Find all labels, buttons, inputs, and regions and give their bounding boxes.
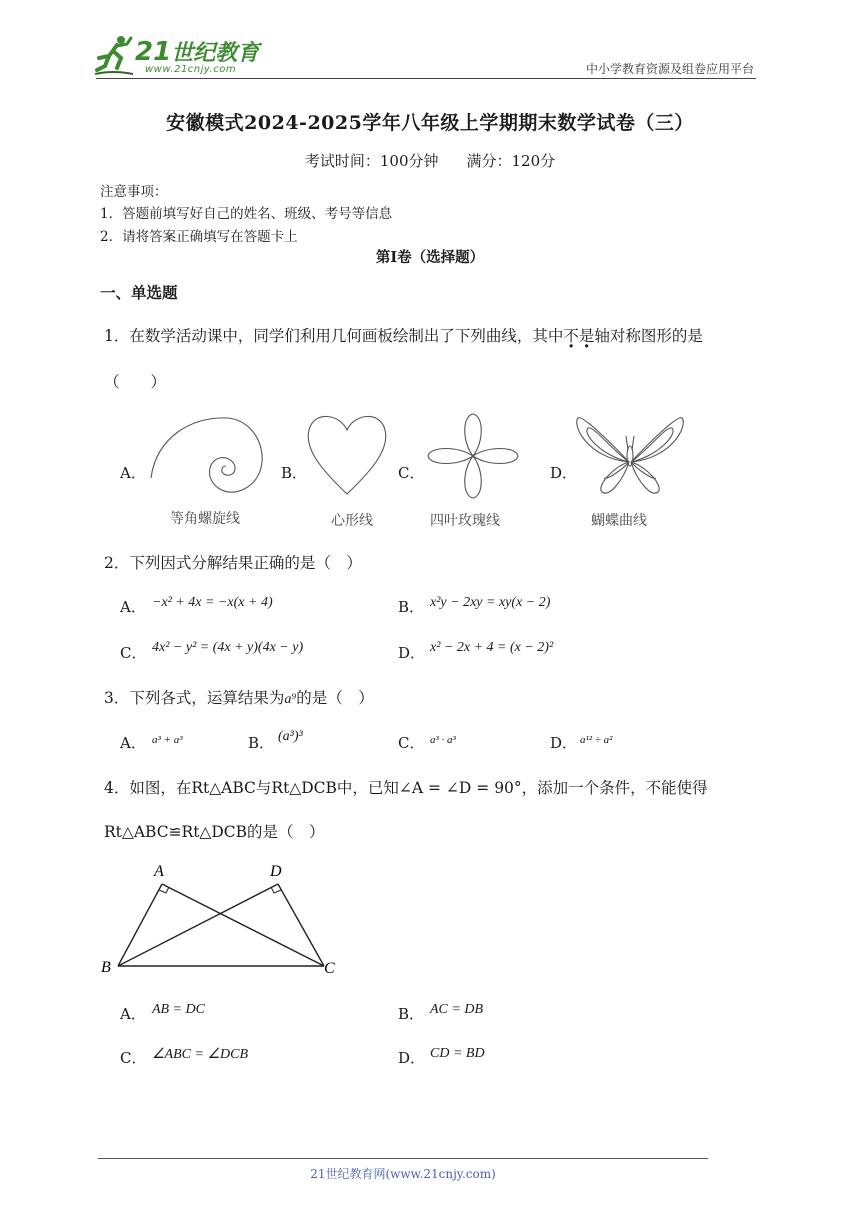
footer-divider	[98, 1158, 708, 1159]
q1-option-caption: 等角螺旋线	[170, 511, 240, 527]
q2-option-c-expr: 4x² − y² = (4x + y)(4x − y)	[152, 640, 304, 655]
q1-option-letter: C．	[398, 464, 425, 482]
q4-stem-line2: Rt△ABC≌Rt△DCB的是（ ）	[104, 823, 325, 841]
butterfly-curve-figure	[574, 406, 686, 498]
q1-option-caption: 蝴蝶曲线	[591, 513, 647, 529]
q4-option-c-expr: ∠ABC = ∠DCB	[152, 1047, 248, 1062]
q3-option-a-expr: a³ + a³	[152, 734, 183, 746]
q2-option-a-expr: −x² + 4x = −x(x + 4)	[152, 595, 273, 610]
q1-stem-part: 1．在数学活动课中，同学们利用几何画板绘制出了下列曲线，其中	[104, 327, 564, 345]
q4-stem-line1: 4．如图，在Rt△ABC与Rt△DCB中，已知∠A = ∠D = 90°，添加一个条件，不能使得	[104, 779, 708, 797]
q2-option-b-expr: x²y − 2xy = xy(x − 2)	[430, 595, 551, 610]
runner-logo-icon	[95, 34, 135, 78]
q1-option-letter: A．	[120, 464, 146, 482]
logo-number: 21	[135, 37, 172, 67]
figure-label-a: A	[154, 863, 164, 880]
q3-option-c-expr: a³ · a³	[430, 734, 456, 746]
equiangular-spiral-figure	[146, 412, 268, 494]
header-divider	[96, 78, 756, 79]
q1-option-caption: 心形线	[331, 513, 373, 529]
q3-option-letter: B．	[248, 734, 275, 752]
logo-url: www.21cnjy.com	[145, 64, 237, 75]
exam-time: 考试时间：100分钟	[304, 152, 439, 170]
q4-option-b-expr: AC = DB	[430, 1002, 483, 1017]
q2-option-letter: C．	[120, 644, 147, 662]
q3-stem	[104, 686, 374, 708]
q1-stem-part: 轴对称图形的是	[594, 327, 703, 345]
q3-stem-math: a⁹	[284, 692, 297, 707]
q3-option-b-expr: (a³)³	[278, 729, 303, 744]
q2-option-d-expr: x² − 2x + 4 = (x − 2)²	[430, 640, 554, 655]
section-title: 一、单选题	[100, 283, 178, 302]
q1-option-letter: B．	[281, 464, 308, 482]
q1-option-letter: D．	[550, 464, 578, 482]
notes-heading: 注意事项：	[100, 184, 168, 200]
q3-option-letter: C．	[398, 734, 425, 752]
exam-title: 安徽模式2024-2025学年八年级上学期期末数学试卷（三）	[166, 112, 694, 134]
cardioid-heart-figure	[304, 408, 390, 498]
q3-stem-part: 3．下列各式，运算结果为	[104, 689, 285, 707]
q4-option-letter: B．	[398, 1005, 425, 1023]
q1-emphasis: 不	[563, 327, 579, 345]
q3-option-d-expr: a¹² ÷ a²	[580, 734, 613, 746]
q1-answer-paren: （ ）	[104, 373, 167, 391]
q1-stem	[104, 324, 703, 346]
q2-stem: 2．下列因式分解结果正确的是（ ）	[104, 554, 362, 572]
site-logo	[95, 34, 265, 78]
q4-option-letter: D．	[398, 1049, 426, 1067]
logo-wordmark	[135, 36, 259, 67]
four-leaf-rose-figure	[426, 412, 520, 500]
q1-emphasis: 是	[578, 327, 595, 345]
q1-option-caption: 四叶玫瑰线	[430, 513, 500, 529]
q4-option-letter: C．	[120, 1049, 147, 1067]
logo-text: 世纪教育	[171, 41, 260, 66]
q3-option-letter: D．	[550, 734, 578, 752]
figure-label-c: C	[324, 960, 335, 977]
figure-label-d: D	[270, 863, 282, 880]
triangle-figure	[98, 858, 346, 980]
exam-score: 满分：120分	[466, 152, 556, 170]
q4-option-d-expr: CD = BD	[430, 1046, 485, 1061]
q2-option-letter: B．	[398, 598, 425, 616]
q4-option-letter: A．	[120, 1005, 146, 1023]
q2-option-letter: D．	[398, 644, 426, 662]
q2-option-letter: A．	[120, 598, 146, 616]
exam-subtitle	[0, 150, 860, 171]
part-title: 第I卷（选择题）	[375, 249, 485, 266]
footer-link[interactable]: 21世纪教育网(www.21cnjy.com)	[310, 1167, 496, 1181]
q3-stem-part: 的是（ ）	[296, 689, 374, 707]
header-tagline: 中小学教育资源及组卷应用平台	[585, 62, 754, 76]
note-item: 1．答题前填写好自己的姓名、班级、考号等信息	[100, 206, 393, 222]
note-item: 2．请将答案正确填写在答题卡上	[100, 229, 298, 245]
figure-label-b: B	[101, 959, 111, 976]
q3-option-letter: A．	[120, 734, 146, 752]
q4-option-a-expr: AB = DC	[152, 1002, 205, 1017]
